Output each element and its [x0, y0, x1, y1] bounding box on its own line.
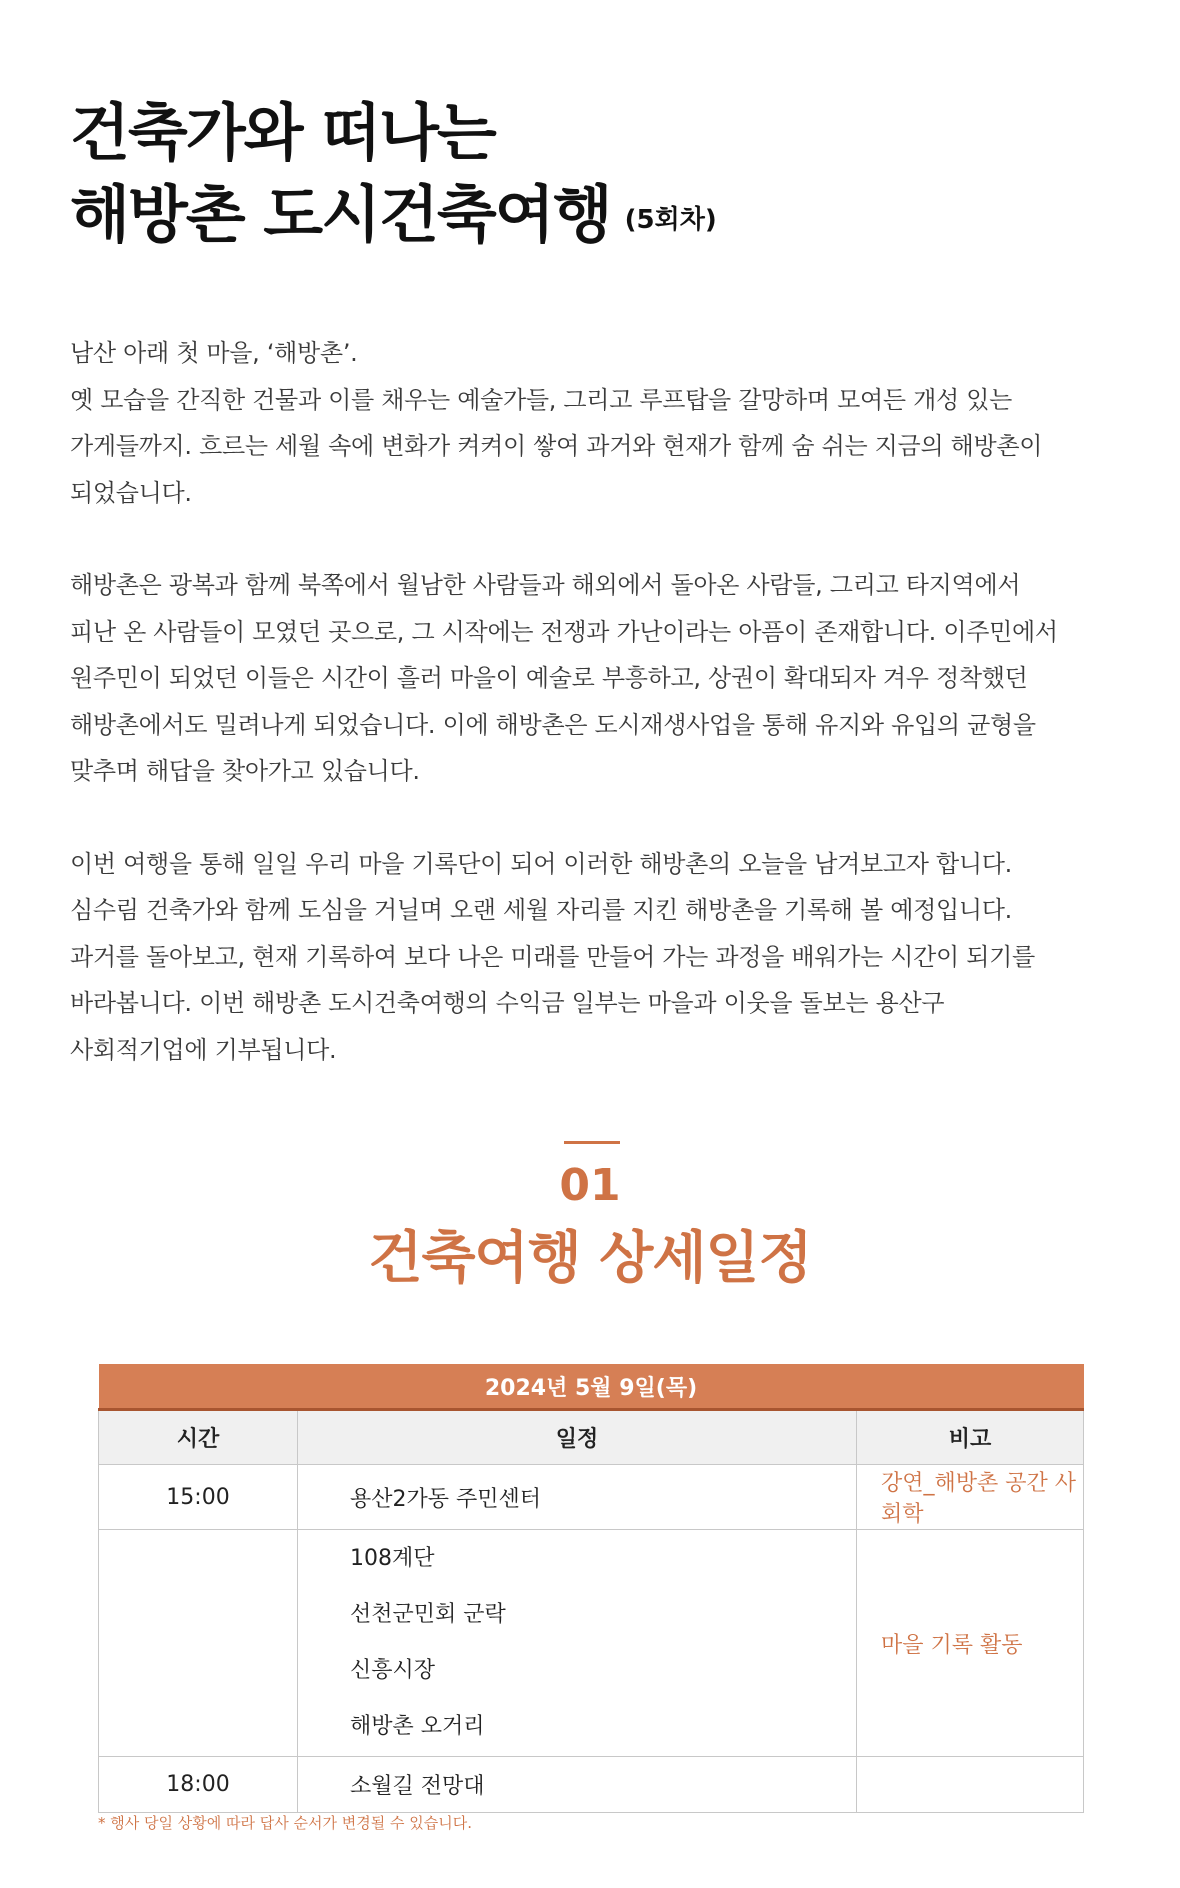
intro-paragraph-3: 이번 여행을 통해 일일 우리 마을 기록단이 되어 이러한 해방촌의 오늘을 남겨보고자 합니다. 심수림 건축가와 함께 도심을 거닐며 오랜 세월 자리를 지킨 해방촌을 기록해 볼 예정입니다. 과거를 돌아보고, 현재 기록하여 보다 나은 미래를 만들어 가는 과정을 배워가는 시간이 되기를 바라봅니다. 이번 해방촌 도시건축여행의 수익금 일부는 마을과 이웃을 돌보는 용산구 사회적기업에 기부됩니다. [70, 849, 1035, 1064]
row3-time: 18:00 [99, 1757, 298, 1813]
schedule-date-row [99, 1364, 1084, 1410]
table-row [99, 1465, 1084, 1530]
schedule-header-row [99, 1410, 1084, 1465]
header-schedule: 일정 [298, 1410, 857, 1465]
schedule-date: 2024년 5월 9일(목) [99, 1364, 1084, 1410]
row3-note [857, 1757, 1084, 1813]
row1-note: 강연_해방촌 공간 사회학 [857, 1465, 1084, 1530]
row2-place-3: 신흥시장 [350, 1658, 436, 1683]
header-time: 시간 [99, 1410, 298, 1465]
row3-place: 소월길 전망대 [298, 1757, 857, 1813]
intro-paragraph-2: 해방촌은 광복과 함께 북쪽에서 월남한 사람들과 해외에서 돌아온 사람들, 그리고 타지역에서 피난 온 사람들이 모였던 곳으로, 그 시작에는 전쟁과 가난이라는 아픔이 존재합니다. 이주민에서 원주민이 되었던 이들은 시간이 흘러 마을이 예술로 부흥하고, 상권이 확대되자 겨우 정착했던 해방촌에서도 밀려나게 되었습니다. 이에 해방촌은 도시재생사업을 통해 유지와 유입의 균형을 맞추며 해답을 찾아가고 있습니다. [70, 571, 1058, 785]
title-line-1: 건축가와 떠나는 [70, 96, 495, 169]
row2-time [99, 1530, 298, 1757]
section-number: 01 [559, 1160, 621, 1211]
row2-place-1: 108계단 [350, 1546, 435, 1571]
row1-place: 용산2가동 주민센터 [298, 1465, 857, 1530]
row1-time: 15:00 [99, 1465, 298, 1530]
table-row [99, 1757, 1084, 1813]
page-title [70, 92, 717, 261]
row2-note: 마을 기록 활동 [857, 1530, 1084, 1757]
schedule-table [98, 1364, 1084, 1813]
session-badge: (5회차) [624, 205, 717, 235]
row2-places [298, 1530, 857, 1757]
section-divider [564, 1141, 620, 1144]
title-line-2 [70, 174, 717, 261]
intro-paragraph-1: 남산 아래 첫 마을, ‘해방촌’. 옛 모습을 간직한 건물과 이를 채우는 예술가들, 그리고 루프탑을 갈망하며 모여든 개성 있는 가게들까지. 흐르는 세월 속에 변화가 켜켜이 쌓여 과거와 현재가 함께 숨 쉬는 지금의 해방촌이 되었습니다. [70, 339, 1043, 507]
table-row [99, 1530, 1084, 1757]
row2-place-4: 해방촌 오거리 [350, 1714, 485, 1739]
header-note: 비고 [857, 1410, 1084, 1465]
title-line-2-text: 해방촌 도시건축여행 [70, 178, 611, 251]
intro-text [70, 330, 1130, 1119]
footnote: * 행사 당일 상황에 따라 답사 순서가 변경될 수 있습니다. [98, 1814, 472, 1832]
row2-place-2: 선천군민회 군락 [350, 1602, 506, 1627]
section-title: 건축여행 상세일정 [368, 1226, 812, 1291]
